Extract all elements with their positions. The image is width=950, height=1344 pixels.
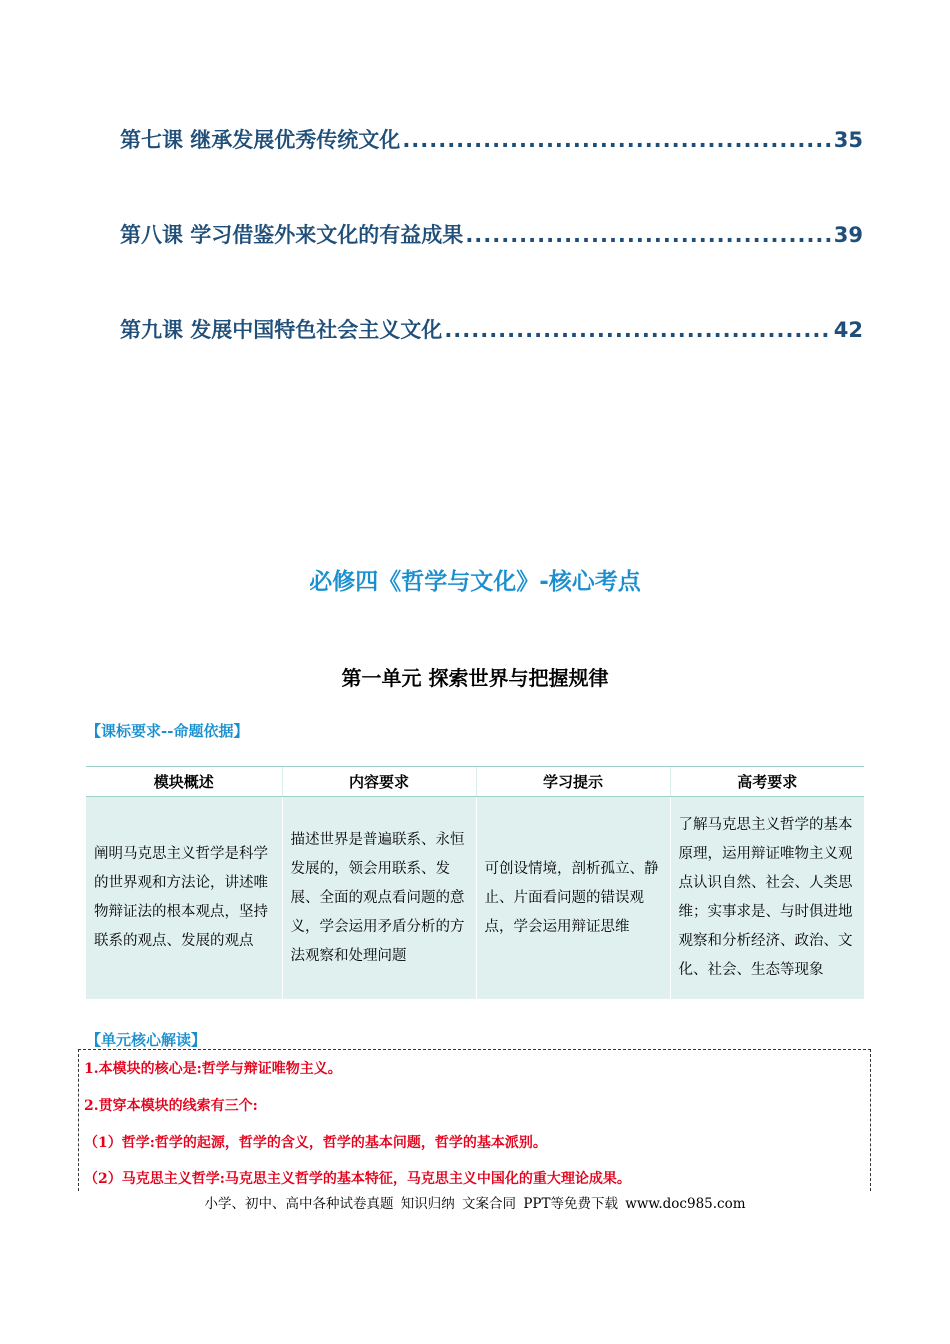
toc-leader-dots: [465, 223, 831, 247]
toc-entry-page: 39: [833, 223, 863, 247]
table-header-cell: 内容要求: [282, 767, 476, 797]
table-header-row: [86, 767, 864, 797]
table-header-cell: 模块概述: [86, 767, 282, 797]
table-cell: 描述世界是普遍联系、永恒发展的，领会用联系、发展、全面的观点看问题的意义，学会运用矛盾分析的方法观察和处理问题: [282, 797, 476, 1000]
toc-entry[interactable]: [120, 314, 863, 350]
toc-entry-page: 42: [833, 318, 863, 342]
table-header-cell: 高考要求: [670, 767, 864, 797]
toc-leader-dots: [444, 318, 831, 342]
table-header-cell: 学习提示: [476, 767, 670, 797]
core-line: （2）马克思主义哲学:马克思主义哲学的基本特征，马克思主义中国化的重大理论成果。: [84, 1171, 631, 1187]
unit-title: 第一单元 探索世界与把握规律: [341, 666, 609, 690]
toc-entry-page: 35: [833, 128, 863, 152]
table-cell: 了解马克思主义哲学的基本原理，运用辩证唯物主义观点认识自然、社会、人类思维；实事求是、与时俱进地观察和分析经济、政治、文化、社会、生态等现象: [670, 797, 864, 1000]
table-row: [86, 797, 864, 1000]
document-title: 必修四《哲学与文化》-核心考点: [309, 569, 641, 595]
toc-entry-title: 第八课 学习借鉴外来文化的有益成果: [120, 223, 464, 247]
toc-entry[interactable]: [120, 124, 863, 160]
core-line: （1）哲学:哲学的起源，哲学的含义，哲学的基本问题，哲学的基本派别。: [84, 1135, 547, 1151]
table-cell: 可创设情境，剖析孤立、静止、片面看问题的错误观点，学会运用辩证思维: [476, 797, 670, 1000]
table-of-contents: [120, 124, 863, 350]
requirements-table: [86, 766, 864, 999]
toc-entry-title: 第七课 继承发展优秀传统文化: [120, 128, 401, 152]
page-footer: 小学、初中、高中各种试卷真题 知识归纳 文案合同 PPT等免费下载 www.doc985.com: [204, 1196, 746, 1212]
standards-section-label: 【课标要求--命题依据】: [86, 722, 249, 740]
toc-entry-title: 第九课 发展中国特色社会主义文化: [120, 318, 443, 342]
core-section-label: 【单元核心解读】: [86, 1031, 207, 1049]
toc-entry[interactable]: [120, 219, 863, 255]
core-line: 1.本模块的核心是:哲学与辩证唯物主义。: [84, 1061, 342, 1077]
table-cell: 阐明马克思主义哲学是科学的世界观和方法论，讲述唯物辩证法的根本观点，坚持联系的观点、发展的观点: [86, 797, 282, 1000]
core-line: 2.贯穿本模块的线索有三个:: [84, 1098, 258, 1114]
toc-leader-dots: [402, 128, 831, 152]
